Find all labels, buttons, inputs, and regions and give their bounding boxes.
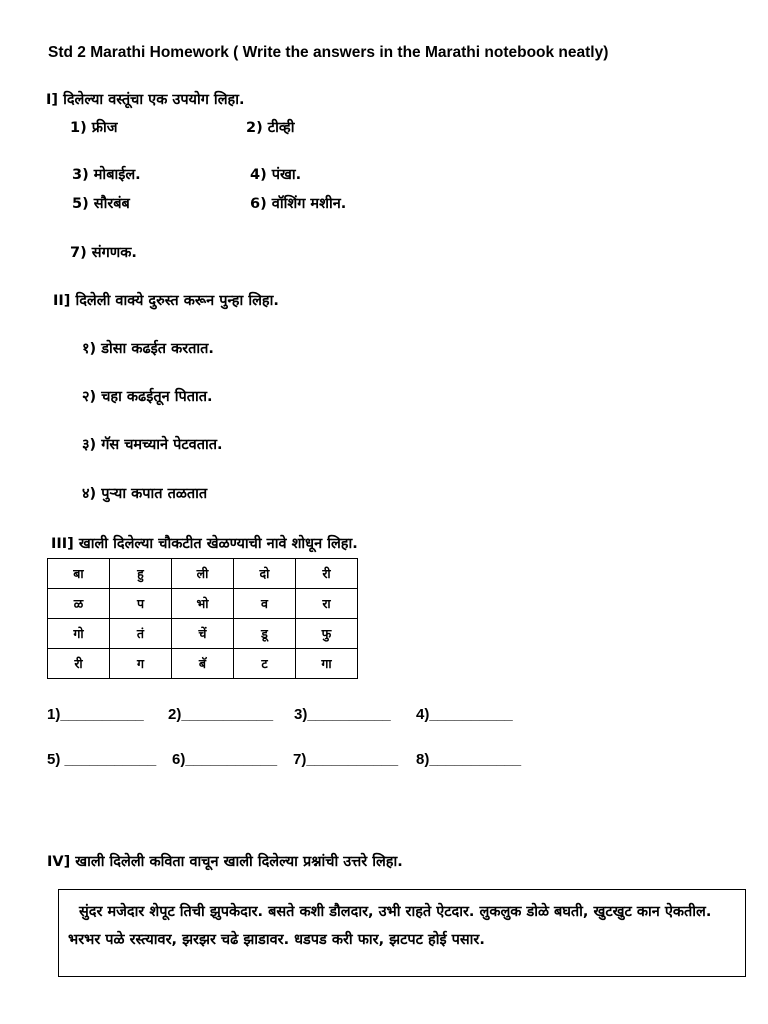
grid-cell: ट [234, 649, 296, 679]
answer-blank-4[interactable]: 4)__________ [416, 706, 513, 723]
grid-cell: प [110, 589, 172, 619]
section-1-item-4: 4) पंखा. [250, 167, 302, 183]
grid-row [48, 649, 358, 679]
grid-cell: ग [110, 649, 172, 679]
section-2-item-2: २) चहा कढईतून पितात. [82, 389, 213, 405]
section-1-item-1: 1) फ्रीज [70, 120, 118, 136]
answer-blank-3[interactable]: 3)__________ [294, 706, 391, 723]
answer-blank-5[interactable]: 5) ___________ [47, 751, 157, 768]
grid-cell: गा [296, 649, 358, 679]
grid-cell: री [296, 559, 358, 589]
grid-cell: गो [48, 619, 110, 649]
section-1-item-6: 6) वॉशिंग मशीन. [250, 196, 347, 212]
grid-cell: फु [296, 619, 358, 649]
grid-row [48, 559, 358, 589]
section-1-heading: I] दिलेल्या वस्तूंचा एक उपयोग लिहा. [46, 92, 245, 108]
grid-cell: भो [172, 589, 234, 619]
section-1-item-5: 5) सौरबंब [72, 196, 130, 212]
grid-cell: चें [172, 619, 234, 649]
section-1-item-7: 7) संगणक. [70, 245, 137, 261]
answer-blank-8[interactable]: 8)___________ [416, 751, 522, 768]
section-1-item-3: 3) मोबाईल. [72, 167, 141, 183]
section-2-item-4: ४) पुऱ्या कपात तळतात [82, 486, 208, 502]
grid-cell: रा [296, 589, 358, 619]
grid-cell: ली [172, 559, 234, 589]
grid-cell: तं [110, 619, 172, 649]
answer-blank-7[interactable]: 7)___________ [293, 751, 399, 768]
page-title: Std 2 Marathi Homework ( Write the answers in the Marathi notebook neatly) [48, 44, 609, 61]
answer-blank-1[interactable]: 1)__________ [47, 706, 144, 723]
grid-row [48, 589, 358, 619]
grid-cell: बा [48, 559, 110, 589]
answer-blank-2[interactable]: 2)___________ [168, 706, 274, 723]
grid-cell: डू [234, 619, 296, 649]
grid-row [48, 619, 358, 649]
answer-blank-6[interactable]: 6)___________ [172, 751, 278, 768]
letter-grid [47, 558, 358, 679]
poem-box: सुंदर मजेदार शेपूट तिची झुपकेदार. बसते कशी डौलदार, उभी राहते ऐटदार. लुकलुक डोळे बघती, खुटखुट कान ऐकतील. भरभर पळे रस्त्यावर, झरझर चढे झाडावर. धडपड करी फार, झटपट होई पसार. [58, 889, 746, 977]
section-4-heading: IV] खाली दिलेली कविता वाचून खाली दिलेल्या प्रश्नांची उत्तरे लिहा. [47, 854, 403, 870]
grid-cell: बॅ [172, 649, 234, 679]
grid-cell: री [48, 649, 110, 679]
section-2-item-3: ३) गॅस चमच्याने पेटवतात. [82, 437, 223, 453]
grid-cell: दो [234, 559, 296, 589]
section-3-heading: III] खाली दिलेल्या चौकटीत खेळण्याची नावे शोधून लिहा. [51, 536, 358, 552]
section-2-item-1: १) डोसा कढईत करतात. [82, 341, 214, 357]
grid-cell: व [234, 589, 296, 619]
section-1-item-2: 2) टीव्ही [246, 120, 295, 136]
section-2-heading: II] दिलेली वाक्ये दुरुस्त करून पुन्हा लिहा. [53, 293, 279, 309]
grid-cell: ळ [48, 589, 110, 619]
grid-cell: हु [110, 559, 172, 589]
